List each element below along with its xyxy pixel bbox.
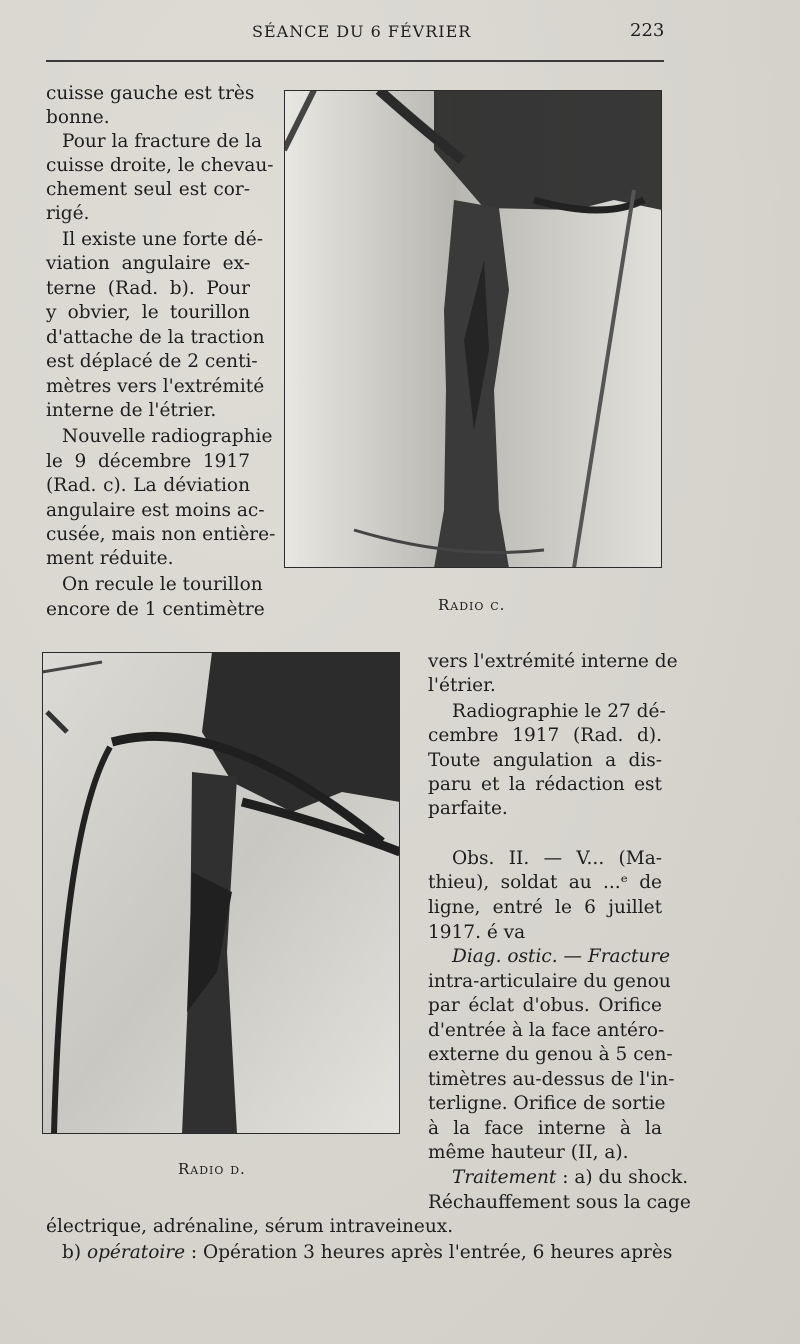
text-line: vers l'extrémité interne de <box>428 651 678 672</box>
text-line: Diag. ostic. — Fracture <box>452 946 671 967</box>
treatment-b-label: opératoire <box>86 1242 186 1263</box>
text-line: même hauteur (II, a). <box>428 1142 629 1163</box>
text-line: interne de l'étrier. <box>46 400 217 421</box>
text-line: Radiographie le 27 dé- <box>452 701 666 722</box>
text-line: bonne. <box>46 107 110 128</box>
text-line: mètres vers l'extrémité <box>46 376 265 397</box>
text-line: ligne, entré le 6 juillet <box>428 897 662 918</box>
text-line: Pour la fracture de la <box>62 131 263 152</box>
text-line: d'entrée à la face antéro- <box>428 1020 665 1041</box>
text-line: parfaite. <box>428 798 508 819</box>
text-line: Obs. II. — V... (Ma- <box>452 848 662 869</box>
radiograph-d <box>42 652 400 1134</box>
text-line: cuisse droite, le chevau- <box>46 155 274 176</box>
text-line: terligne. Orifice de sortie <box>428 1093 666 1114</box>
text-line: timètres au-dessus de l'in- <box>428 1069 675 1090</box>
treatment-label: Traitement <box>452 1167 557 1188</box>
treatment-b-rest: : Opération 3 heures après l'entrée, 6 heures après <box>185 1242 673 1263</box>
text-line: ment réduite. <box>46 548 174 569</box>
text-line: le 9 décembre 1917 <box>46 451 250 472</box>
text-line: thieu), soldat au ...ᵉ de <box>428 872 662 893</box>
text-line: y obvier, le tourillon <box>46 302 250 323</box>
text-line <box>62 1241 672 1265</box>
page-number: 223 <box>630 20 665 41</box>
text-line: externe du genou à 5 cen- <box>428 1044 673 1065</box>
treatment-rest: : a) du shock. <box>556 1167 689 1188</box>
text-line: intra-articulaire du genou <box>428 971 671 992</box>
text-line: cuisse gauche est très <box>46 83 255 104</box>
caption-radio-c: Radio c. <box>438 596 506 614</box>
text-line: paru et la rédaction est <box>428 774 662 795</box>
text-line: 1917. é va <box>428 922 526 943</box>
text-line: (Rad. c). La déviation <box>46 475 250 496</box>
text-line: encore de 1 centimètre <box>46 599 265 620</box>
running-head <box>0 20 800 44</box>
running-title: SÉANCE DU 6 FÉVRIER <box>252 22 472 41</box>
text-line: par éclat d'obus. Orifice <box>428 995 662 1016</box>
text-line: Nouvelle radiographie <box>62 426 273 447</box>
text-line <box>452 1166 688 1190</box>
radiograph-c <box>284 90 662 568</box>
text-line: cusée, mais non entière- <box>46 524 276 545</box>
text-line: On recule le tourillon <box>62 574 263 595</box>
text-line: Réchauffement sous la cage <box>428 1192 691 1213</box>
header-rule <box>46 60 664 62</box>
text-line: angulaire est moins ac- <box>46 500 265 521</box>
text-line: à la face interne à la <box>428 1118 662 1139</box>
text-line: d'attache de la traction <box>46 327 265 348</box>
text-line: électrique, adrénaline, sérum intraveineux. <box>46 1216 454 1237</box>
text-line: cembre 1917 (Rad. d). <box>428 725 662 746</box>
text-line: Toute angulation a dis- <box>428 750 662 771</box>
text-line: terne (Rad. b). Pour <box>46 278 250 299</box>
caption-radio-d: Radio d. <box>178 1160 246 1178</box>
text-line: rigé. <box>46 203 90 224</box>
text-line: viation angulaire ex- <box>46 253 250 274</box>
treatment-b-prefix: b) <box>62 1242 87 1263</box>
text-line: Il existe une forte dé- <box>62 229 263 250</box>
text-line: est déplacé de 2 centi- <box>46 351 258 372</box>
text-line: l'étrier. <box>428 675 496 696</box>
text-line: chement seul est cor- <box>46 179 250 200</box>
